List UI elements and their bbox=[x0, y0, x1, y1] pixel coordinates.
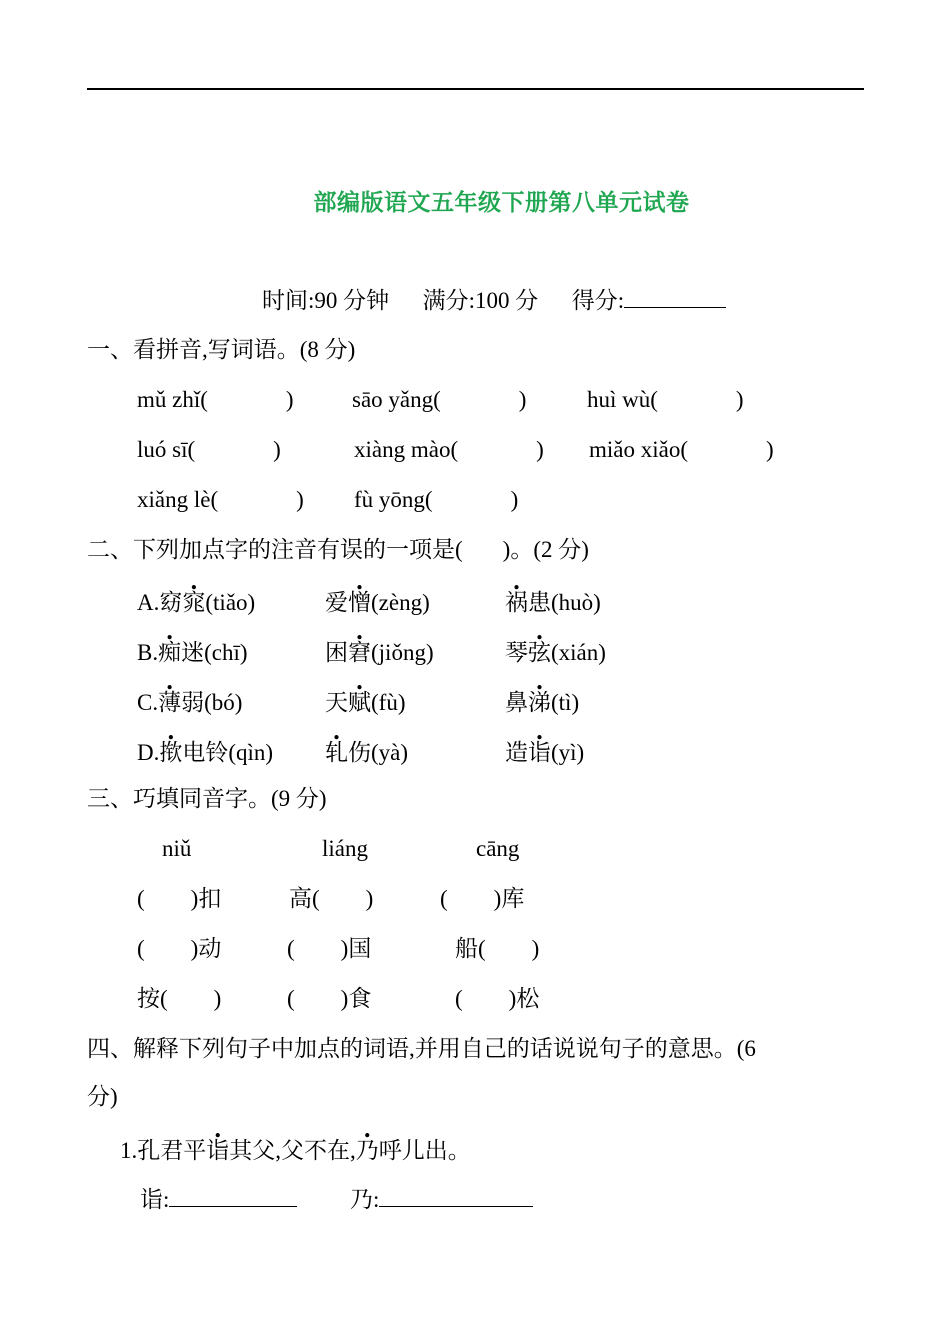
q3-fill[interactable]: 高( ) bbox=[289, 886, 374, 911]
answer-blank-nai[interactable] bbox=[379, 1184, 533, 1207]
q2-option: 爱憎(zèng) bbox=[325, 590, 430, 615]
q2-option: C.薄弱(bó) bbox=[137, 690, 243, 715]
page-title: 部编版语文五年级下册第八单元试卷 bbox=[313, 190, 690, 216]
exam-full-score: 满分:100 分 bbox=[422, 288, 539, 313]
q2-option: 天赋(fù) bbox=[325, 690, 406, 715]
q2-option: 困窘(jiǒng) bbox=[325, 640, 434, 665]
q1-item[interactable]: sāo yǎng( ) bbox=[352, 387, 527, 412]
q3-fill[interactable]: ( )食 bbox=[287, 986, 372, 1011]
q2-option: 造诣(yì) bbox=[505, 740, 585, 765]
q2-option: 祸患(huò) bbox=[505, 590, 601, 615]
q2-heading: 二、下列加点字的注音有误的一项是( )。(2 分) bbox=[87, 537, 589, 562]
q1-heading: 一、看拼音,写词语。(8 分) bbox=[87, 337, 356, 362]
exam-meta bbox=[262, 285, 726, 316]
q3-fill[interactable]: ( )库 bbox=[440, 886, 525, 911]
q2-option: 轧伤(yà) bbox=[325, 740, 409, 765]
q3-pinyin: cāng bbox=[476, 836, 520, 861]
q1-item[interactable]: mǔ zhǐ( ) bbox=[137, 387, 294, 412]
q1-item[interactable]: huì wù( ) bbox=[587, 387, 744, 412]
q2-option: 琴弦(xián) bbox=[505, 640, 606, 665]
q1-item[interactable]: xiǎng lè( ) bbox=[137, 487, 304, 512]
header-rule bbox=[87, 88, 864, 90]
q3-fill[interactable]: ( )松 bbox=[455, 986, 540, 1011]
q3-fill[interactable]: ( )扣 bbox=[137, 886, 222, 911]
q4-sentence: 1.孔君平诣其父,父不在,乃呼儿出。 bbox=[120, 1138, 471, 1163]
q4-answer-yi: 诣: bbox=[140, 1184, 297, 1215]
q1-item[interactable]: xiàng mào( ) bbox=[354, 437, 544, 462]
q1-item[interactable]: miǎo xiǎo( ) bbox=[589, 437, 774, 462]
q2-option: 鼻涕(tì) bbox=[505, 690, 580, 715]
q3-heading: 三、巧填同音字。(9 分) bbox=[87, 786, 327, 811]
q3-fill[interactable]: 按( ) bbox=[137, 986, 222, 1011]
q3-pinyin: niǔ bbox=[162, 836, 192, 861]
q3-pinyin: liáng bbox=[322, 836, 368, 861]
exam-score-label: 得分: bbox=[571, 288, 625, 313]
q4-heading: 四、解释下列句子中加点的词语,并用自己的话说说句子的意思。(6 bbox=[87, 1036, 756, 1061]
q4-heading-cont: 分) bbox=[87, 1084, 118, 1109]
q2-option: B.痴迷(chī) bbox=[137, 640, 248, 665]
q2-option: A.窈窕(tiǎo) bbox=[137, 590, 256, 615]
answer-blank-yi[interactable] bbox=[169, 1184, 297, 1207]
exam-time: 时间:90 分钟 bbox=[262, 288, 390, 313]
q1-item[interactable]: fù yōng( ) bbox=[354, 487, 519, 512]
q3-fill[interactable]: ( )国 bbox=[287, 936, 372, 961]
q1-item[interactable]: luó sī( ) bbox=[137, 437, 281, 462]
q2-option: D.揿电铃(qìn) bbox=[137, 740, 274, 765]
q3-fill[interactable]: 船( ) bbox=[455, 936, 540, 961]
q3-fill[interactable]: ( )动 bbox=[137, 936, 222, 961]
score-blank[interactable] bbox=[624, 285, 726, 308]
q4-answer-nai: 乃: bbox=[350, 1184, 533, 1215]
